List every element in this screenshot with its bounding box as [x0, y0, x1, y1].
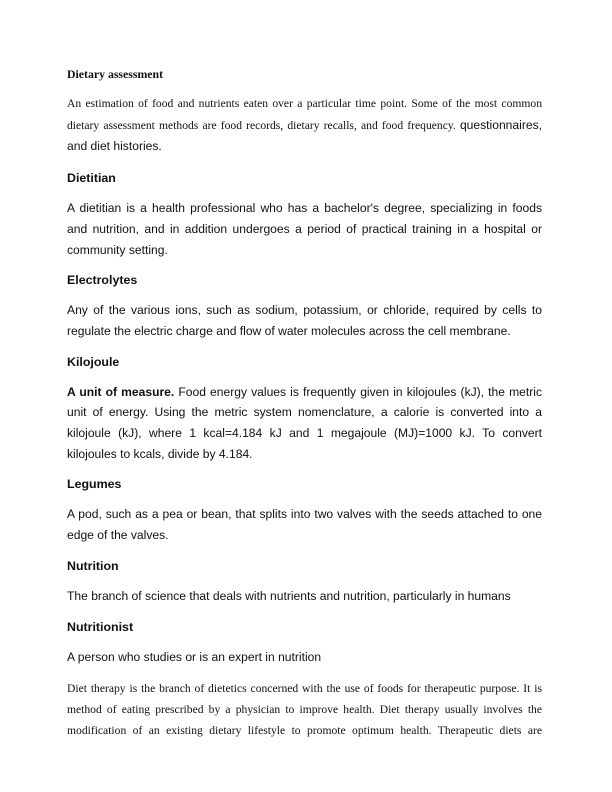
- term-legumes: Legumes: [67, 477, 122, 492]
- definition-legumes: A pod, such as a pea or bean, that splits into two valves with the seeds attached to one edge of the valves.: [67, 507, 542, 543]
- term-nutrition: Nutrition: [67, 558, 119, 573]
- definition-kilojoule-lead: A unit of measure.: [67, 384, 175, 399]
- term-dietitian: Dietitian: [67, 171, 116, 186]
- document-body: [67, 66, 542, 753]
- definition-nutritionist: A person who studies or is an expert in nutrition: [67, 649, 322, 664]
- term-dietary-assessment: Dietary assessment: [67, 67, 163, 81]
- term-electrolytes: Electrolytes: [67, 273, 138, 288]
- definition-dietary-assessment-serif: An estimation of food and nutrients eaten over a particular time point. Some of the most common dietary assessment methods are food records, dietary recalls, and food frequency.: [67, 97, 542, 132]
- definition-dietary-assessment-sans: questionnaires, and diet histories.: [67, 117, 542, 154]
- definition-dietitian: A dietitian is a health professional who has a bachelor's degree, specializing in foods and nutrition, and in addition undergoes a period of practical training in a hospital or community setting.: [67, 201, 542, 257]
- term-kilojoule: Kilojoule: [67, 354, 120, 369]
- definition-kilojoule: [67, 382, 542, 465]
- term-nutritionist: Nutritionist: [67, 619, 134, 634]
- definition-kilojoule-text: Food energy values is frequently given in kilojoules (kJ), the metric unit of energy. Using the metric system nomenclature, a calorie is converted into a kilojoule (kJ), where 1 kcal=4.184 kJ and 1 megajoule (MJ)=1000 kJ. To convert kilojoules to kcals, divide by 4.184.: [67, 384, 542, 461]
- definition-dietary-assessment: [67, 94, 542, 158]
- closing-paragraph-diet-therapy: Diet therapy is the branch of dietetics concerned with the use of foods for therapeutic purpose. It is method of eating prescribed by a physician to improve health. Diet therapy usually involves the modification of an existing dietary lifestyle to promote optimum health. Therapeutic diets are: [67, 682, 542, 737]
- definition-electrolytes: Any of the various ions, such as sodium, potassium, or chloride, required by cells to regulate the electric charge and flow of water molecules across the cell membrane.: [67, 303, 542, 338]
- definition-nutrition: The branch of science that deals with nutrients and nutrition, particularly in humans: [67, 588, 511, 603]
